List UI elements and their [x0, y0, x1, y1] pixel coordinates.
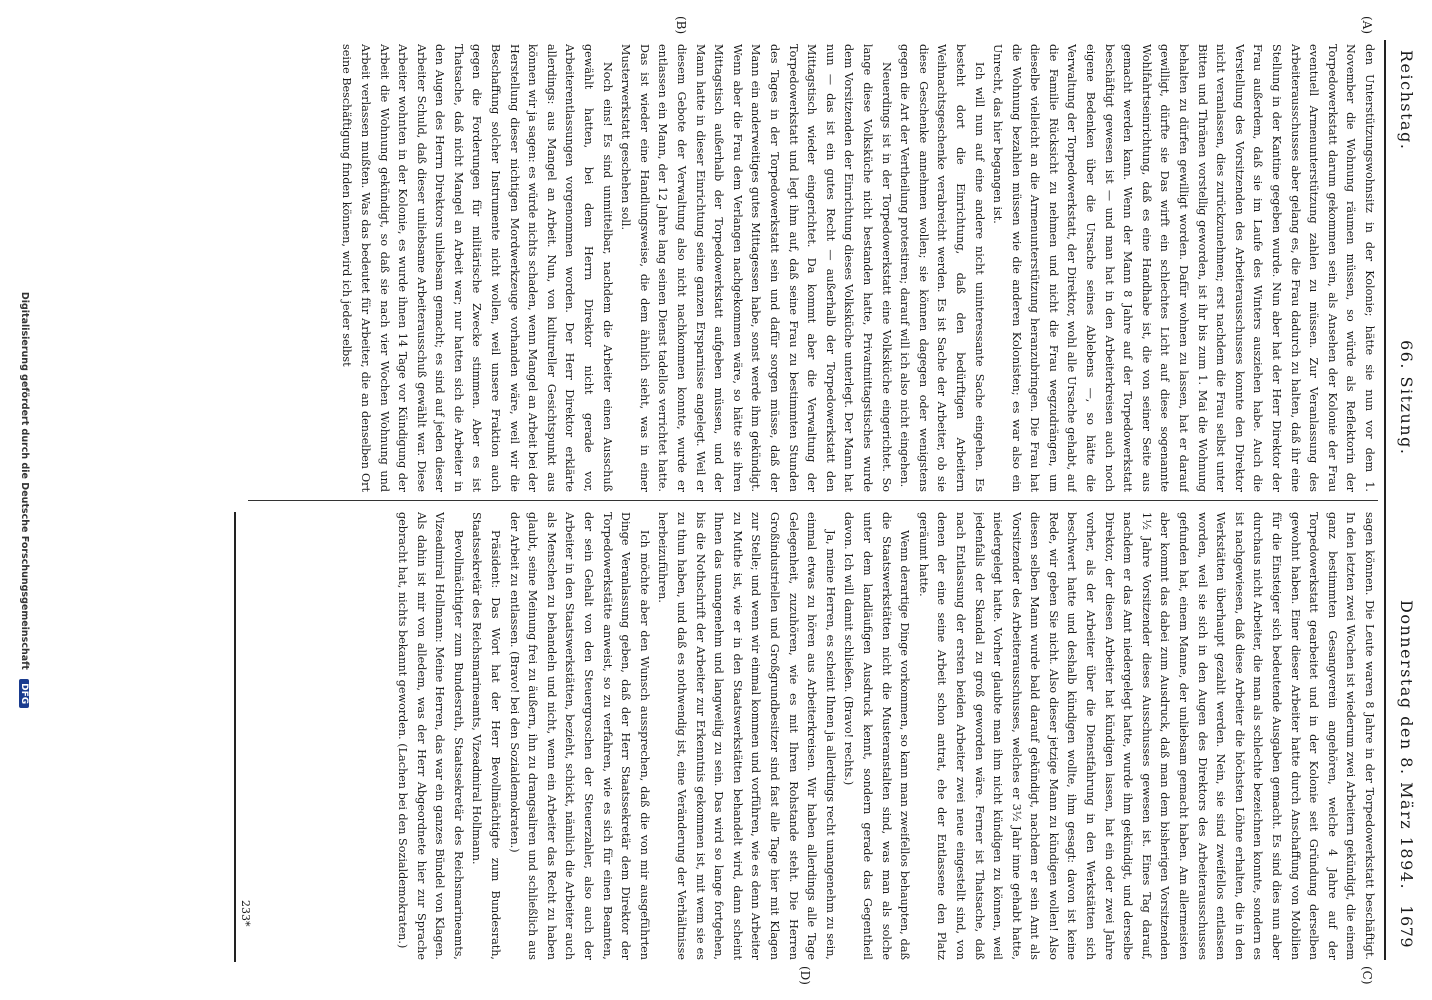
paragraph: sagen können. Die Leute waren 8 Jahre in der Torpedowerkstatt beschäftigt. In den letzten zwei Wochen ist wiederum zwei Arbeitern gekündigt, die einem ganz bestimmten Gesangverein angehören, welche 4 Jahre auf der Torpedowerkstatt gearbeitet und in der Kolonie seit Gründung derselben gewohnt haben. Einer dieser Arbeiter hatte durch Anschaffung von Mobilien für die Einsteiger sich bedeutende Ausgaben gemacht. Es sind dies nun aber durchaus nicht Arbeiter, die man als schlechte bezeichnen konnte, sondern es ist nachgewiesen, daß diese Arbeiter die höchsten Löhne erhalten, die in den Werkstätten überhaupt gezahlt werden. Nein, sie sind zweifellos entlassen worden, weil sie sich in den Augen des Direktors des Arbeiterausschusses gefunden hat, einem Manne, der unliebsam gemacht haben. Am allermeisten aber kommt das dabei zum Ausdruck, daß man dem bisherigen Vorsitzenden 1½ Jahre Vorsitzender dieses Ausschusses gewesen ist. Eines Tag darauf, nachdem er das Amt niedergelegt hatte, wurde ihm gekündigt, und derselbe Direktor, der diesen Arbeiter hat kündigen lassen, hat ein oder zwei Jahre vorher, als der Arbeiter über die Dienstfahrung in den Werkstätten sich beschwert hatte und deshalb kündigen wollte, ihm gesagt: davon ist keine Rede, wir geben Sie nicht. Also dieser jetzige Mann zu kündigen wollen! Also diesen selben Mann wurde bald darauf gekündigt, nachdem er sein Amt als Vorsitzender des Arbeiterausschusses, welches er 3½ Jahr inne gehabt hatte, niedergelegt hatte. Vorher glaubte man ihm nicht kündigen zu können, weil jedenfalls der Skandal zu groß geworden wäre. Ferner ist Thatsache, daß nach Entlassung der ersten beiden Arbeiter zwei neue eingestellt sind, von denen der eine seine Arbeit schon antrat, ehe der Entlassene den Platz geräumt hatte. [916, 512, 1376, 960]
paragraph: Ich möchte aber den Wunsch aussprechen, daß die von mir ausgeführten Dinge Veranlassung geben, daß der Herr Staatssekretär dem Direktor der Torpedowerkstätte anweist, so zu verfahren, wie es sich für einen Beamten, der sein Gehalt von den Steuergroschen der Steuerzahler, also auch der Arbeiter in den Staatswerkstätten, bezieht, schickt, nämlich die Arbeiter auch als Menschen zu behandeln und nicht, wenn ein Arbeiter das Recht zu haben glaubt, seine Meinung frei zu äußern, ihn zu drangsaliren und schließlich aus der Arbeit zu entlassen. (Bravo! bei den Sozialdemokraten.) [507, 512, 651, 960]
margin-mark-c: (C) [1360, 966, 1374, 985]
margin-mark-a: (A) [1360, 16, 1374, 35]
digitization-footer [19, 0, 30, 1000]
paragraph: Noch eins! Es sind unmittelbar, nachdem die Arbeiter einen Ausschuß gewählt hatten, bei dem Herrn Direktor nicht gerade vor, Arbeiterentlassungen vorgenommen worden. Der Herr Direktor erklärte allerdings: aus Mangel an Arbeit. Nun, von kultureller Gesichtspunkt aus können wir ja sagen: es würde nichts schaden, wenn Mangel an Arbeit bei der Herstellung dieser nichtigen Mordwerkzeuge vorhanden wäre, weil wir die Beschaffung solcher Instrumente nicht wollen, weil unsere Fraktion auch gegen die Forderungen für militärische Zwecke stimmen. Aber es ist Thatsache, daß nicht Mangel an Arbeit war; nur hatten sich die Arbeiter in den Augen des Herrn Direktors unliebsam gemacht; es sind auf jeden dieser Arbeiter Schuld, daß dieser unliebsame Arbeiterausschuß gewählt war. Diese Arbeiter wohnten in der Kolonie, es wurde ihnen 14 Tage vor Kündigung der Arbeit die Wohnung gekündigt, so daß sie nach vier Wochen Wohnung und Arbeit verlassen mußten. Was das bedeutet für Arbeiter, die an denselben Ort seine Beschäftigung finden können, wird ich jeder selbst [340, 44, 614, 492]
paragraph: Neuerdings ist in der Torpedowerkstatt eine Volksküche eingerichtet. So lange diese Volksküche nicht bestanden hatte, Privatmittagstisches wurde dem Vorsitzenden der Einrichtung dieses Volksküche unterlegt. Der Mann hat nun — das ist ein gutes Recht — außerhalb der Torpedowerkstatt den Mittagstisch wieder eingerichtet. Da kommt aber die Verwaltung der Torpedowerkstatt und legt ihm auf, daß seine Frau zu bestimmten Stunden des Tages in der Torpedowerkstatt sein und dafür sorgen müsse, daß der Mann ein anderweitiges gutes Mittagessen habe, sonst werde ihm gekündigt. Wenn aber die Frau dem Verlangen nachgekommen wäre, so hätte sie ihren Mittagstisch außerhalb der Torpedowerkstatt aufgeben müssen, und der Mann hatte in dieser Einrichtung seine ganzen Ersparnisse angelegt. Weil er diesem Gebote der Verwaltung also nicht nachkommen konnte, wurde er entlassen ein Mann, der 12 Jahre lang seinen Dienst tadellos verrichtet hatte. Das ist wieder eine Handlungsweise, die dem ähnlich sieht, was in einer Musterwerkstatt geschehen soll. [619, 44, 893, 492]
dfg-logo: DFG [19, 679, 29, 708]
header-page-number: 1679 [1397, 905, 1416, 948]
section-end-rule [234, 512, 236, 962]
signature-mark: 233* [239, 900, 252, 927]
right-text-column [238, 512, 1378, 960]
header-session: 66. Sitzung. [1397, 340, 1416, 456]
header-rule [1384, 40, 1386, 960]
paragraph: Präsident: Das Wort hat der Herr Bevollmächtigte zum Bundesrath, Staatssekretär des Reichsmarineamts, Vizeadmiral Hollmann. [470, 512, 503, 960]
paragraph: Wenn derartige Dinge vorkommen, so kann man zweifellos behaupten, daß die Staatswerkstätten nicht die Musteranstalten sind, was man als solche unter dem landläufigen Ausdruck kennt, sondern gerade das Gegentheil davon. Ich will damit schließen. (Bravo! rechts.) [842, 512, 912, 960]
column-divider [248, 500, 1378, 501]
left-text-column [238, 44, 1378, 492]
paragraph: den Unterstützungswohnsitz in der Kolonie; hätte sie nun vor dem 1. November die Wohnung räumen müssen, so würde als Reflektorin der Torpedowerkstatt darum gekommen sein, als Ansehen der Kolonie der Frau eventuell Armenunterstützung zahlen zu müssen. Zur Veranlassung des Arbeiterausschusses aber gelang es, die Frau dadurch zu halten, daß ihr eine Stellung in der Kantine gegeben wurde. Nun aber hat der Herr Direktor der Frau außerdem, daß sie im Laufe des Winters ausziehen habe. Auch die Verstellung des Vorsitzenden des Arbeiterausschusses konnte den Direktor nicht veranlassen, dies zurückzunehmen; erst nachdem die Frau selbst unter Bitten und Thränen vorstellig geworden, ist ihr bis zum 1. Mai die Wohnung behalten zu dürfen gewilligt worden. Dafür wohnen zu lassen, hat er darauf gewilligt, dürfte sie Das wirft ein schlechtes Licht auf diese sogenannte Wohlfahrtseinrichtung, daß es eine Handhabe ist, die von seiner Seite aus gemacht werden kann. Wenn der Mann 8 Jahre auf der Torpedowerkstatt beschäftigt gewesen ist — und man hat in den Arbeiterkreisen auch noch eigene Bedenken über die Ursache seines Ablebens —, so hätte die Verwaltung der Torpedowerkstatt, der Direktor, wohl alle Ursache gehabt, auf die Familie Rücksicht zu nehmen und nicht die Frau wegzudrängen, um dieselbe vielleicht an die Armenunterstützung heranzubringen. Die Frau hat die Wohnung bezahlen müssen wie die anderen Kolonisten; es war also ein Unrecht, das hier begangen ist. [991, 44, 1376, 492]
footer-text: Digitalisierung gefördert durch die Deutsche Forschungsgemeinschaft [19, 291, 30, 670]
page-header [1388, 40, 1424, 960]
paragraph: Ja, meine Herren, es scheint Ihnen ja allerdings recht unangenehm zu sein, einmal etwas zu hören aus Arbeiterkreisen. Wir haben allerdings alle Tage Gelegenheit, zuzuhören, wie es mit Ihren Rohstande steht. Die Herren Großindustriellen und Großgrundbesitzer sind fast alle Tage hier mit Klagen zur Stelle; und wenn wir einmal kommen und vorführen, wie es denn Arbeiter zu Muthe ist, wie er in den Staatswerkstätten behandelt wird, dann scheint Ihnen das unangenehm und langweilig zu sein. Das wird so lange fortgehen, bis die Nothschrift der Arbeiter zur Erkenntnis gekommen ist, mit wem sie es zu thun haben, und daß es nothwendig ist, eine Veränderung der Verhältnisse herbeizuführen. [656, 512, 837, 960]
margin-mark-d: (D) [798, 966, 812, 985]
header-date: Donnerstag den 8. März 1894. [1397, 600, 1416, 891]
header-organization: Reichstag. [1397, 50, 1416, 151]
paragraph: Ich will nun auf eine andere nicht uninteressante Sache eingehen. Es besteht dort die Einrichtung, daß den bedürftigen Arbeitern Weihnachtsgeschenke verabreicht werden. Es ist Sache der Arbeiter, ob sie diese Geschenke annehmen wollen; sie können dagegen oder wenigstens gegen die Art der Vertheilung protestiren; darauf will ich also nicht eingehen. [898, 44, 986, 492]
margin-mark-b: (B) [674, 16, 688, 35]
paragraph: Bevollmächtigter zum Bundesrath, Staatssekretär des Reichsmarineamts, Vizeadmiral Hollmann: Meine Herren, das war ein ganzes Bündel von Klagen. Als dahin ist mir von alledem, was der Herr Abgeordnete hier zur Sprache gebracht hat, nichts bekannt geworden. (Lachen bei den Sozialdemokraten.) [396, 512, 465, 960]
